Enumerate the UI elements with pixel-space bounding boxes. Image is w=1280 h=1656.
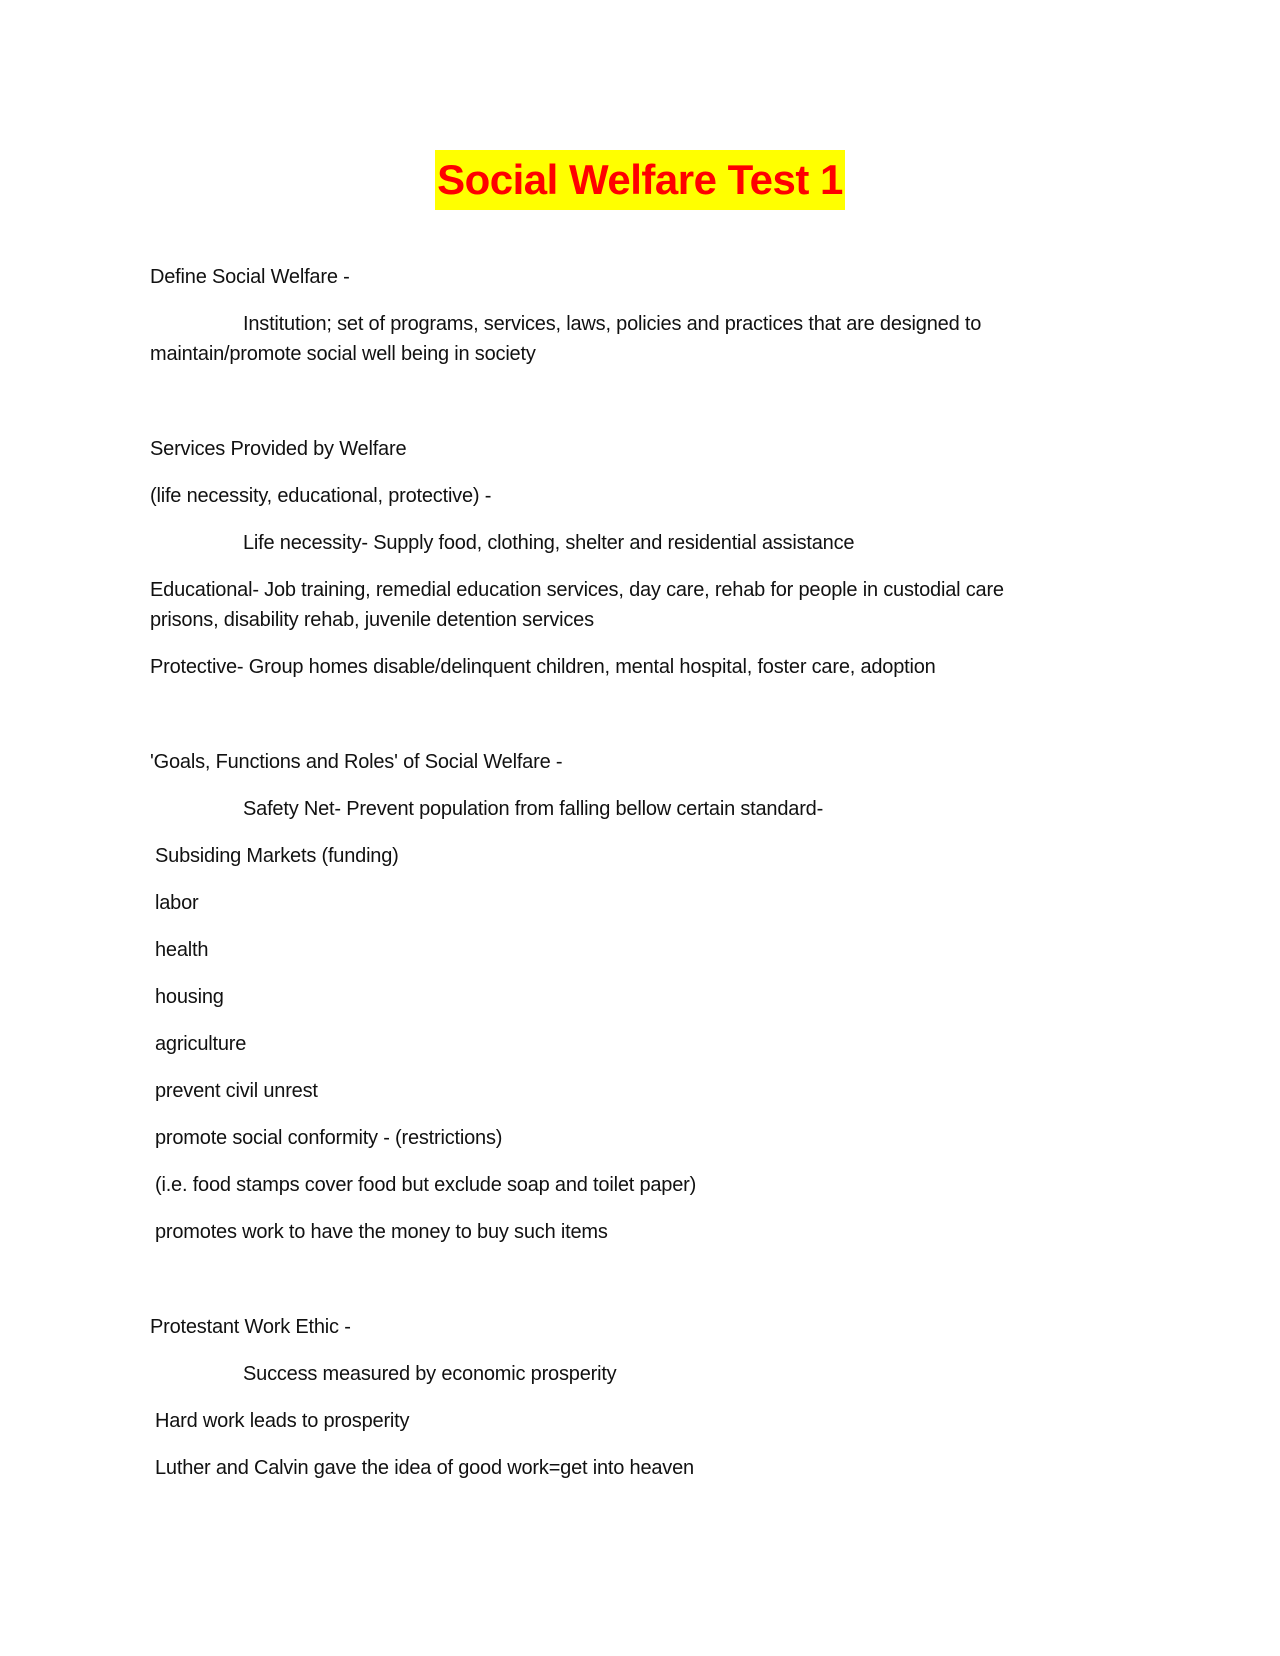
text-line: maintain/promote social well being in society	[150, 343, 536, 365]
text-line: agriculture	[155, 1033, 247, 1055]
text-line: Institution; set of programs, services, laws, policies and practices that are designed to	[243, 313, 982, 335]
text-line: Success measured by economic prosperity	[243, 1363, 617, 1385]
text-line: Protestant Work Ethic -	[150, 1316, 351, 1338]
text-line: (life necessity, educational, protective) -	[150, 485, 492, 507]
text-line: Safety Net- Prevent population from falling bellow certain standard-	[243, 798, 824, 820]
title-container	[0, 150, 1280, 210]
text-line: Educational- Job training, remedial education services, day care, rehab for people in custodial care	[150, 579, 1004, 601]
text-line: Protective- Group homes disable/delinquent children, mental hospital, foster care, adoption	[150, 656, 936, 678]
text-line: promotes work to have the money to buy such items	[155, 1221, 608, 1243]
text-line: Services Provided by Welfare	[150, 438, 407, 460]
text-line: health	[155, 939, 209, 961]
text-line: 'Goals, Functions and Roles' of Social Welfare -	[150, 751, 563, 773]
text-line: prevent civil unrest	[155, 1080, 318, 1102]
document-title: Social Welfare Test 1	[435, 150, 845, 210]
text-line: (i.e. food stamps cover food but exclude soap and toilet paper)	[155, 1174, 697, 1196]
text-line: labor	[155, 892, 199, 914]
text-line: promote social conformity - (restrictions)	[155, 1127, 503, 1149]
text-line: Life necessity- Supply food, clothing, shelter and residential assistance	[243, 532, 855, 554]
text-line: Luther and Calvin gave the idea of good work=get into heaven	[155, 1457, 694, 1479]
text-line: Hard work leads to prosperity	[155, 1410, 410, 1432]
text-line: housing	[155, 986, 224, 1008]
text-line: Define Social Welfare -	[150, 266, 350, 288]
text-line: Subsiding Markets (funding)	[155, 845, 399, 867]
text-line: prisons, disability rehab, juvenile detention services	[150, 609, 594, 631]
